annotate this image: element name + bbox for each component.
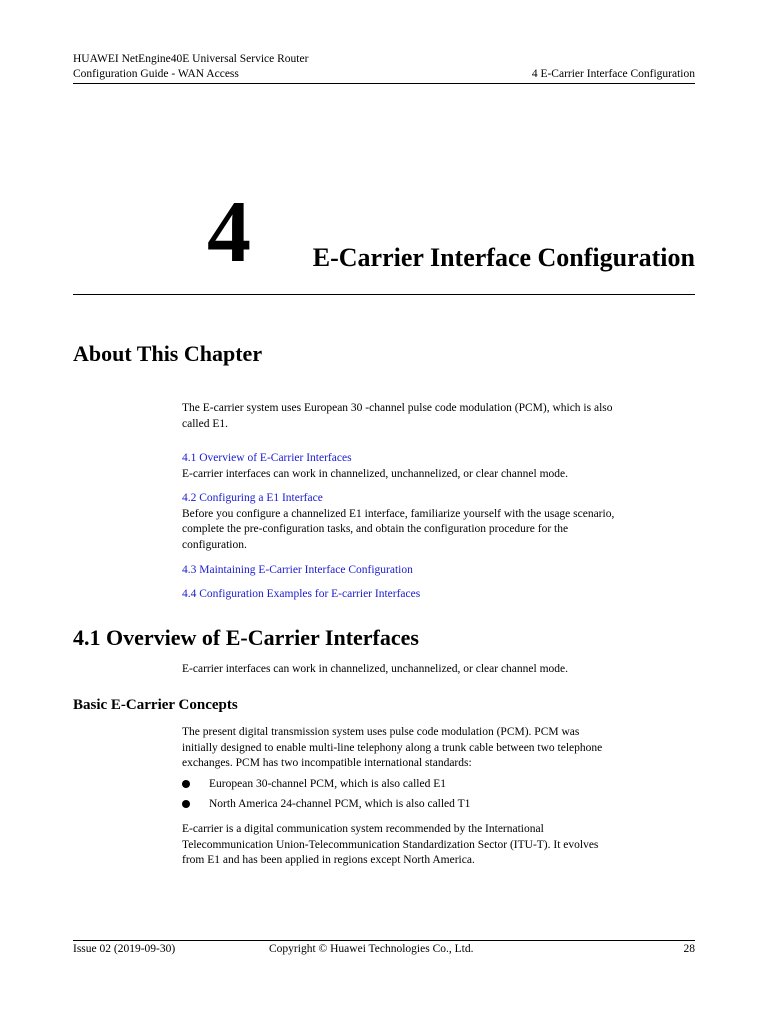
toc-desc: complete the pre-configuration tasks, and obtain the configuration procedure for the: [182, 523, 569, 535]
header-divider: [73, 83, 695, 84]
toc-desc: Before you configure a channelized E1 interface, familiarize yourself with the usage scenario,: [182, 507, 615, 520]
section-heading: 4.1 Overview of E-Carrier Interfaces: [73, 625, 419, 650]
bullet-text: North America 24-channel PCM, which is also called T1: [209, 798, 471, 810]
footer-divider: [73, 940, 695, 941]
header-guide: Configuration Guide - WAN Access: [73, 68, 239, 80]
bullet-icon: [182, 800, 190, 808]
about-intro: [182, 401, 698, 432]
toc-entry-42: [182, 491, 698, 553]
paragraph-line: Telecommunication Union-Telecommunication Standardization Sector (ITU-T). It evolves: [182, 838, 599, 851]
toc-desc: E-carrier interfaces can work in channelized, unchannelized, or clear channel mode.: [182, 467, 569, 480]
toc-link-44[interactable]: 4.4 Configuration Examples for E-carrier Interfaces: [182, 588, 421, 600]
page-header: [73, 52, 308, 82]
header-product: HUAWEI NetEngine40E Universal Service Router: [73, 53, 309, 65]
toc-link-41[interactable]: 4.1 Overview of E-Carrier Interfaces: [182, 452, 352, 464]
footer-copyright: Copyright © Huawei Technologies Co., Ltd.: [269, 943, 474, 955]
chapter-title: E-Carrier Interface Configuration: [312, 243, 695, 272]
toc-entry-41: [182, 451, 698, 482]
toc-link-42[interactable]: 4.2 Configuring a E1 Interface: [182, 492, 323, 504]
paragraph-line: exchanges. PCM has two incompatible international standards:: [182, 757, 472, 769]
toc-link-43[interactable]: 4.3 Maintaining E-Carrier Interface Configuration: [182, 564, 413, 576]
section-summary: E-carrier interfaces can work in channelized, unchannelized, or clear channel mode.: [182, 663, 569, 675]
header-chapter: 4 E-Carrier Interface Configuration: [531, 68, 695, 80]
toc-entry-44: [182, 587, 698, 603]
paragraph-line: from E1 and has been applied in regions except North America.: [182, 854, 475, 866]
basic-paragraph-1: [182, 725, 698, 772]
paragraph-line: The present digital transmission system uses pulse code modulation (PCM). PCM was: [182, 726, 580, 738]
toc-desc: configuration.: [182, 538, 247, 551]
paragraph-line: initially designed to enable multi-line telephony along a trunk cable between two telephone: [182, 741, 603, 754]
intro-line: called E1.: [182, 417, 228, 430]
intro-line: The E-carrier system uses European 30 -channel pulse code modulation (PCM), which is also: [182, 402, 613, 414]
bullet-text: European 30-channel PCM, which is also called E1: [209, 778, 446, 790]
toc-entry-43: [182, 563, 698, 579]
subsection-heading: Basic E-Carrier Concepts: [73, 697, 238, 713]
bullet-icon: [182, 780, 190, 788]
paragraph-line: E-carrier is a digital communication system recommended by the International: [182, 823, 544, 835]
basic-paragraph-2: [182, 822, 698, 869]
page-number: 28: [683, 943, 695, 955]
chapter-number: 4: [207, 184, 251, 281]
chapter-divider: [73, 294, 695, 295]
footer-issue: Issue 02 (2019-09-30): [73, 943, 176, 955]
about-heading: About This Chapter: [73, 341, 263, 366]
